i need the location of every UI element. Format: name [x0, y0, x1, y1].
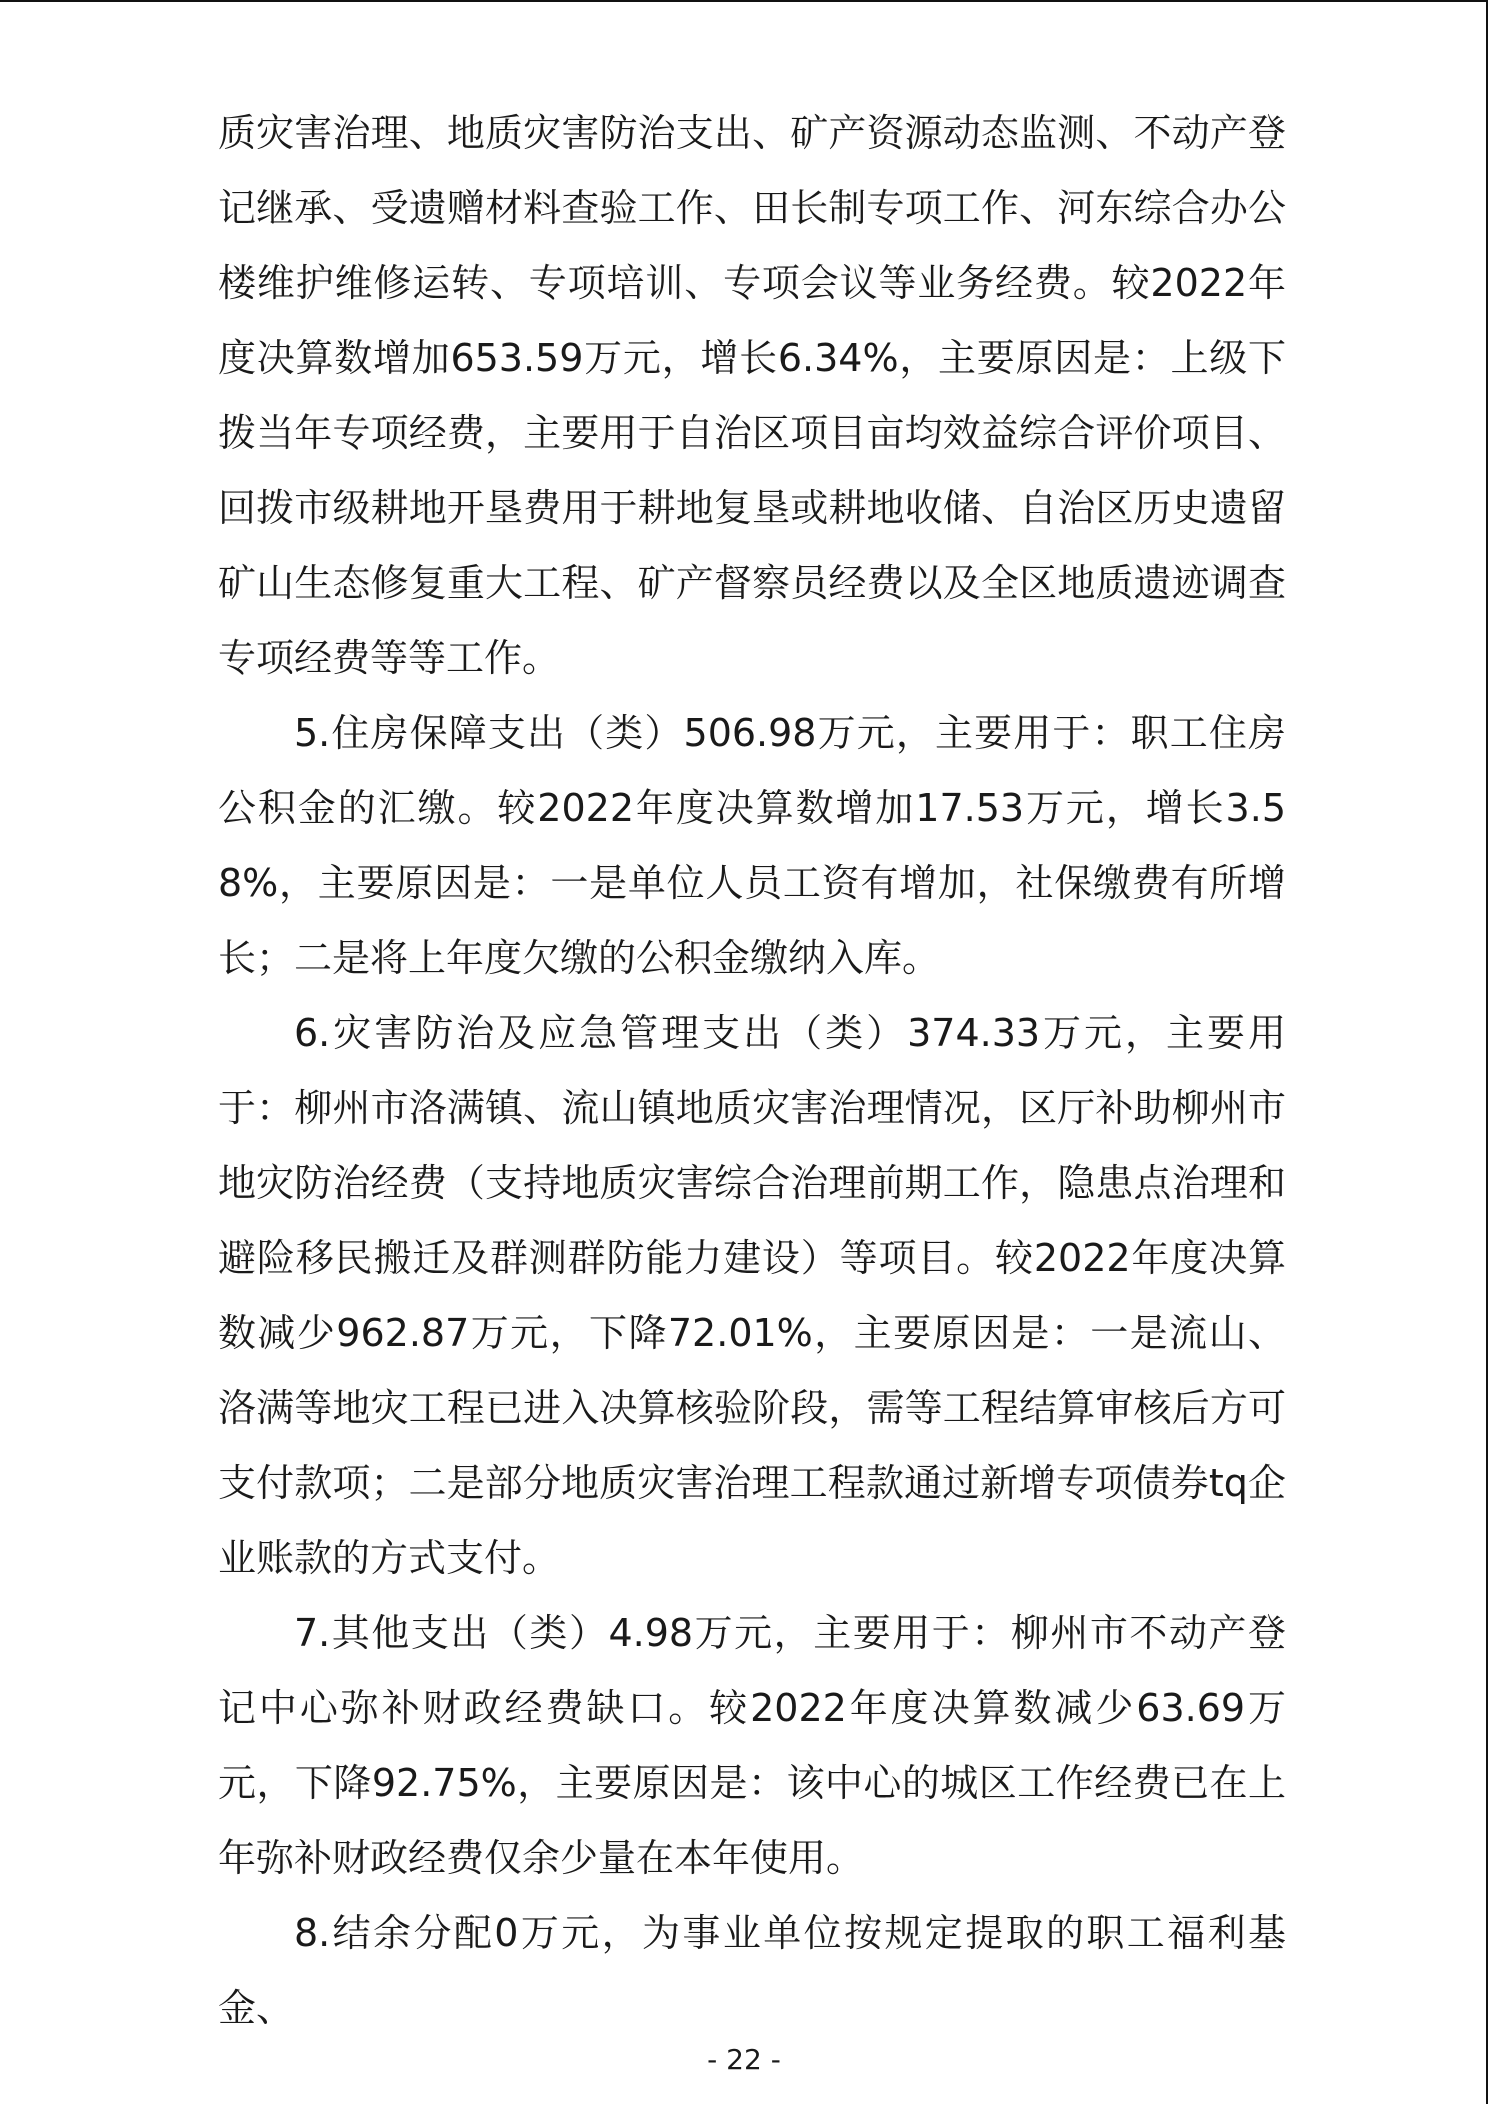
- paragraph-surplus-distribution: 8.结余分配0万元，为事业单位按规定提取的职工福利基金、: [218, 1911, 1286, 2030]
- paragraph-other-expenditure: 7.其他支出（类）4.98万元，主要用于：柳州市不动产登记中心弥补财政经费缺口。较2022年度决算数减少63.69万元，下降92.75%，主要原因是：该中心的城区工作经费已在上年弥补财政经费仅余少量在本年使用。: [218, 1611, 1286, 1880]
- paragraph-housing-continuation: 质灾害治理、地质灾害防治支出、矿产资源动态监测、不动产登记继承、受遗赠材料查验工作、田长制专项工作、河东综合办公楼维护维修运转、专项培训、专项会议等业务经费。较2022年度决算数增加653.59万元，增长6.34%，主要原因是：上级下拨当年专项经费，主要用于自治区项目亩均效益综合评价项目、回拨市级耕地开垦费用于耕地复垦或耕地收储、自治区历史遗留矿山生态修复重大工程、矿产督察员经费以及全区地质遗迹调查专项经费等等工作。: [218, 111, 1286, 680]
- paragraph-housing-security-expenditure: 5.住房保障支出（类）506.98万元，主要用于：职工住房公积金的汇缴。较2022年度决算数增加17.53万元，增长3.58%，主要原因是：一是单位人员工资有增加，社保缴费有所增长；二是将上年度欠缴的公积金缴纳入库。: [218, 711, 1286, 980]
- document-body: [218, 96, 1286, 2046]
- page-number: - 22 -: [707, 2043, 781, 2076]
- paragraph-disaster-prevention-expenditure: 6.灾害防治及应急管理支出（类）374.33万元，主要用于：柳州市洛满镇、流山镇地质灾害治理情况，区厅补助柳州市地灾防治经费（支持地质灾害综合治理前期工作，隐患点治理和避险移民搬迁及群测群防能力建设）等项目。较2022年度决算数减少962.87万元，下降72.01%，主要原因是：一是流山、洛满等地灾工程已进入决算核验阶段，需等工程结算审核后方可支付款项；二是部分地质灾害治理工程款通过新增专项债券tq企业账款的方式支付。: [218, 1011, 1286, 1580]
